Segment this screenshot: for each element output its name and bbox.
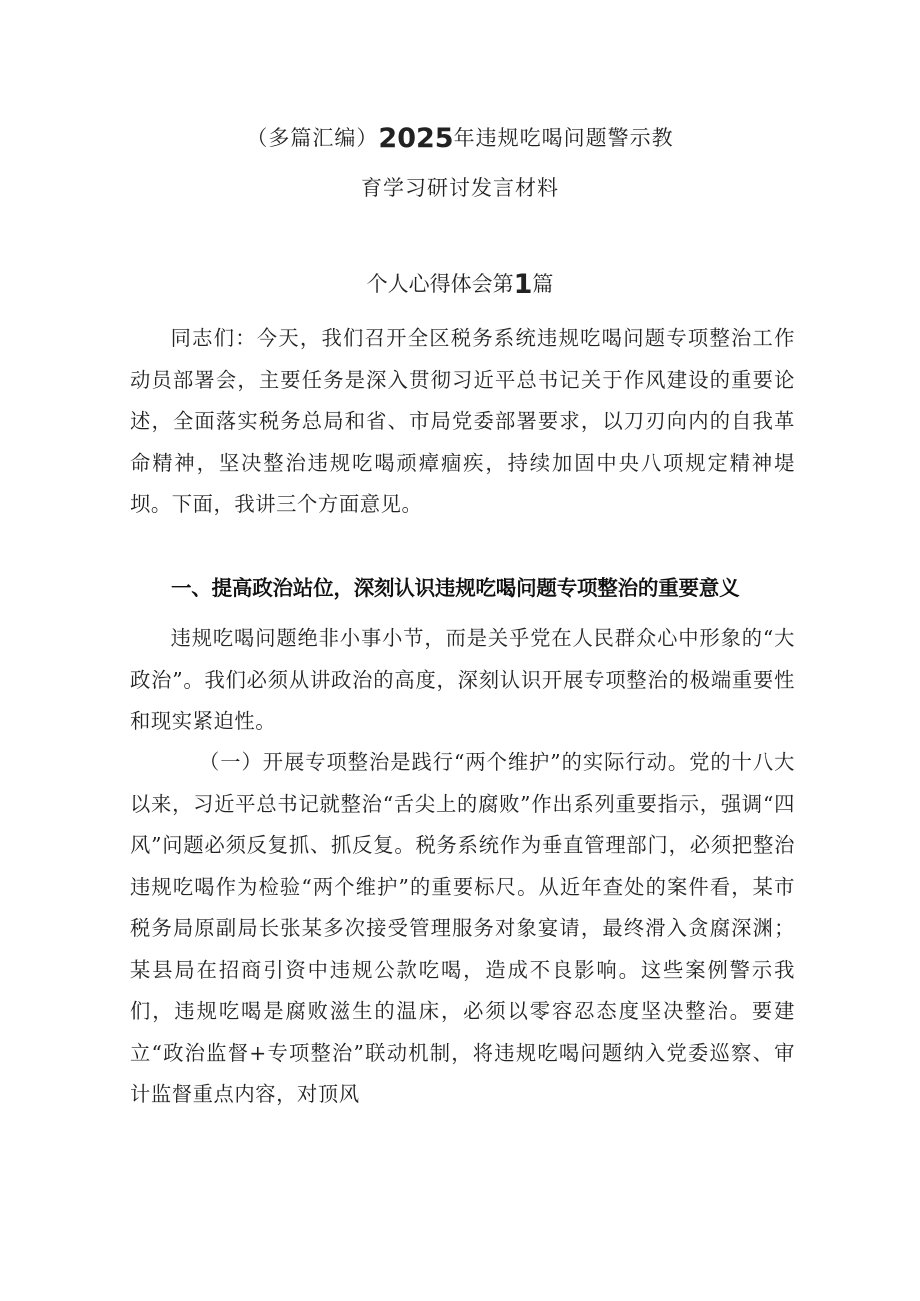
title-year: 2025: [378, 123, 454, 154]
document-title-line-1: [0, 122, 920, 154]
title-prefix: （多篇汇编）: [246, 126, 379, 150]
section-heading-number: 1: [513, 269, 533, 300]
section-heading-suffix: 篇: [532, 272, 554, 296]
heading-part-one: 一、提高政治站位，深刻认识违规吃喝问题专项整治的重要意义: [171, 576, 740, 600]
paragraph-opening: 同志们：今天，我们召开全区税务系统违规吃喝问题专项整治工作动员部署会，主要任务是深入贯彻习近平总书记关于作风建设的重要论述，全面落实税务总局和省、市局党委部署要求，以刀刃向内的自我革命精神，坚决整治违规吃喝顽瘴痼疾，持续加固中央八项规定精神堤坝。下面，我讲三个方面意见。: [130, 326, 795, 516]
paragraph-point-one: （一）开展专项整治是践行“两个维护”的实际行动。党的十八大以来，习近平总书记就整治“舌尖上的腐败”作出系列重要指示，强调“四风”问题必须反复抓、抓反复。税务系统作为垂直管理部门，必须把整治违规吃喝作为检验“两个维护”的重要标尺。从近年查处的案件看，某市税务局原副局长张某多次接受管理服务对象宴请，最终滑入贪腐深渊；某县局在招商引资中违规公款吃喝，造成不良影响。这些案例警示我们，违规吃喝是腐败滋生的温床，必须以零容忍态度坚决整治。要建立“政治监督+专项整治”联动机制，将违规吃喝问题纳入党委巡察、审计监督重点内容，对顶风: [130, 750, 795, 1106]
title-suffix: 年违规吃喝问题警示教: [453, 126, 674, 150]
section-heading-prefix: 个人心得体会第: [366, 272, 514, 296]
document-title-line-2: 育学习研讨发言材料: [361, 176, 559, 200]
section-heading: [0, 268, 920, 300]
paragraph-significance: 违规吃喝问题绝非小事小节，而是关乎党在人民群众心中形象的“大政治”。我们必须从讲政治的高度，深刻认识开展专项整治的极端重要性和现实紧迫性。: [130, 626, 795, 733]
